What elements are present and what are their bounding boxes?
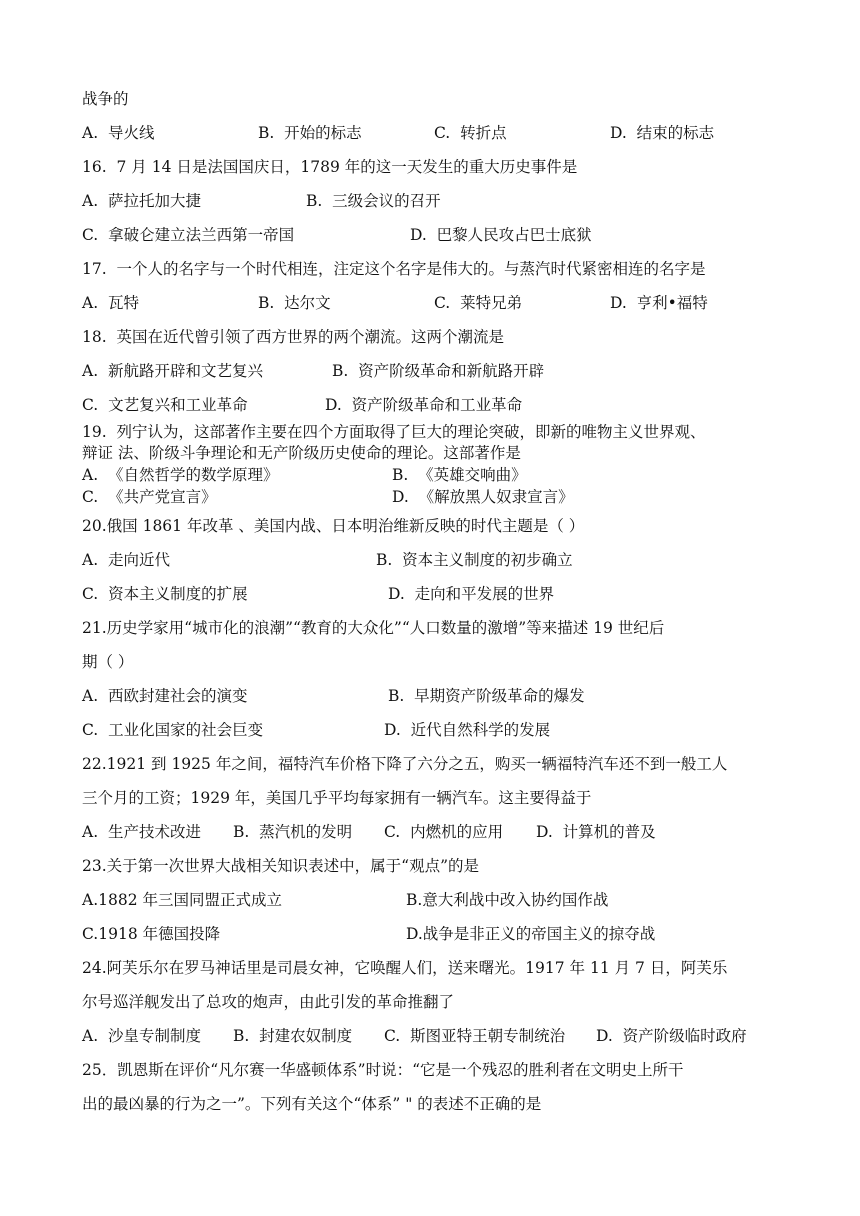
option-a: A. 走向近代: [82, 551, 170, 569]
question-19: 19. 列宁认为，这部著作主要在四个方面取得了巨大的理论突破，即新的唯物主义世界观、: [82, 423, 706, 441]
option-c: C. 《共产党宣言》: [82, 488, 217, 506]
question-19-cont: 辩证 法、阶级斗争理论和无产阶级历史使命的理论。这部著作是: [82, 444, 521, 462]
question-18: 18. 英国在近代曾引领了西方世界的两个潮流。这两个潮流是: [82, 328, 505, 346]
option-c: C.1918 年德国投降: [82, 925, 221, 943]
question-21: 21.历史学家用“城市化的浪潮”“教育的大众化”“人口数量的激增”等来描述 19 世纪后: [82, 619, 665, 637]
option-a: A. 导火线: [82, 124, 155, 142]
option-d: D. 《解放黑人奴隶宣言》: [392, 488, 574, 506]
option-d: D. 资产阶级临时政府: [596, 1027, 747, 1045]
option-a: A. 瓦特: [82, 294, 139, 312]
option-b: B. 资产阶级革命和新航路开辟: [332, 362, 545, 380]
question-25-cont: 出的最凶暴的行为之一”。下列有关这个“体系” " 的表述不正确的是: [82, 1095, 542, 1113]
question-22: 22.1921 到 1925 年之间，福特汽车价格下降了六分之五，购买一辆福特汽车还不到一般工人: [82, 755, 728, 773]
question-23: 23.关于第一次世界大战相关知识表述中，属于“观点”的是: [82, 857, 480, 875]
option-b: B. 开始的标志: [258, 124, 362, 142]
option-b: B. 蒸汽机的发明: [233, 823, 353, 841]
option-d: D. 巴黎人民攻占巴士底狱: [410, 226, 592, 244]
question-24-cont: 尔号巡洋舰发出了总攻的炮声，由此引发的革命推翻了: [82, 993, 455, 1011]
option-d: D.战争是非正义的帝国主义的掠夺战: [406, 925, 656, 943]
option-c: C. 文艺复兴和工业革命: [82, 396, 248, 414]
option-d: D. 结束的标志: [610, 124, 715, 142]
option-d: D. 亨利•福特: [610, 294, 708, 312]
option-a: A. 新航路开辟和文艺复兴: [82, 362, 263, 380]
option-d: D. 计算机的普及: [536, 823, 656, 841]
question-16: 16. 7 月 14 日是法国国庆日，1789 年的这一天发生的重大历史事件是: [82, 158, 578, 176]
question-20: 20.俄国 1861 年改革 、美国内战、日本明治维新反映的时代主题是（ ）: [82, 517, 585, 535]
option-c: C. 莱特兄弟: [434, 294, 523, 312]
option-c: C. 斯图亚特王朝专制统治: [384, 1027, 566, 1045]
question-21-cont: 期（ ）: [82, 653, 134, 671]
question-22-cont: 三个月的工资；1929 年，美国几乎平均每家拥有一辆汽车。这主要得益于: [82, 789, 592, 807]
question-25: 25．凯恩斯在评价“凡尔赛一华盛顿体系”时说：“它是一个残忍的胜利者在文明史上所干: [82, 1061, 684, 1079]
option-c: C. 工业化国家的社会巨变: [82, 721, 264, 739]
option-a: A. 西欧封建社会的演变: [82, 687, 248, 705]
option-c: C. 转折点: [434, 124, 507, 142]
option-d: D. 近代自然科学的发展: [384, 721, 551, 739]
question-24: 24.阿芙乐尔在罗马神话里是司晨女神，它唤醒人们，送来曙光。1917 年 11 月 7 日，阿芙乐: [82, 959, 728, 977]
option-a: A.1882 年三国同盟正式成立: [82, 891, 282, 909]
option-c: C. 拿破仑建立法兰西第一帝国: [82, 226, 295, 244]
option-c: C. 资本主义制度的扩展: [82, 585, 248, 603]
option-a: A. 沙皇专制制度: [82, 1027, 201, 1045]
option-a: A. 《自然哲学的数学原理》: [82, 466, 279, 484]
question-17: 17. 一个人的名字与一个时代相连，注定这个名字是伟大的。与蒸汽时代紧密相连的名字是: [82, 260, 706, 278]
option-d: D. 走向和平发展的世界: [388, 585, 555, 603]
option-b: B.意大利战中改入协约国作战: [406, 891, 609, 909]
option-b: B. 早期资产阶级革命的爆发: [388, 687, 585, 705]
question-text: 战争的: [82, 90, 129, 108]
option-c: C. 内燃机的应用: [384, 823, 504, 841]
option-b: B. 《英雄交响曲》: [392, 466, 527, 484]
option-a: A. 萨拉托加大捷: [82, 192, 201, 210]
option-b: B. 达尔文: [258, 294, 331, 312]
option-a: A. 生产技术改进: [82, 823, 201, 841]
option-b: B. 资本主义制度的初步确立: [376, 551, 573, 569]
option-d: D. 资产阶级革命和工业革命: [325, 396, 523, 414]
option-b: B. 三级会议的召开: [306, 192, 441, 210]
option-b: B. 封建农奴制度: [233, 1027, 353, 1045]
